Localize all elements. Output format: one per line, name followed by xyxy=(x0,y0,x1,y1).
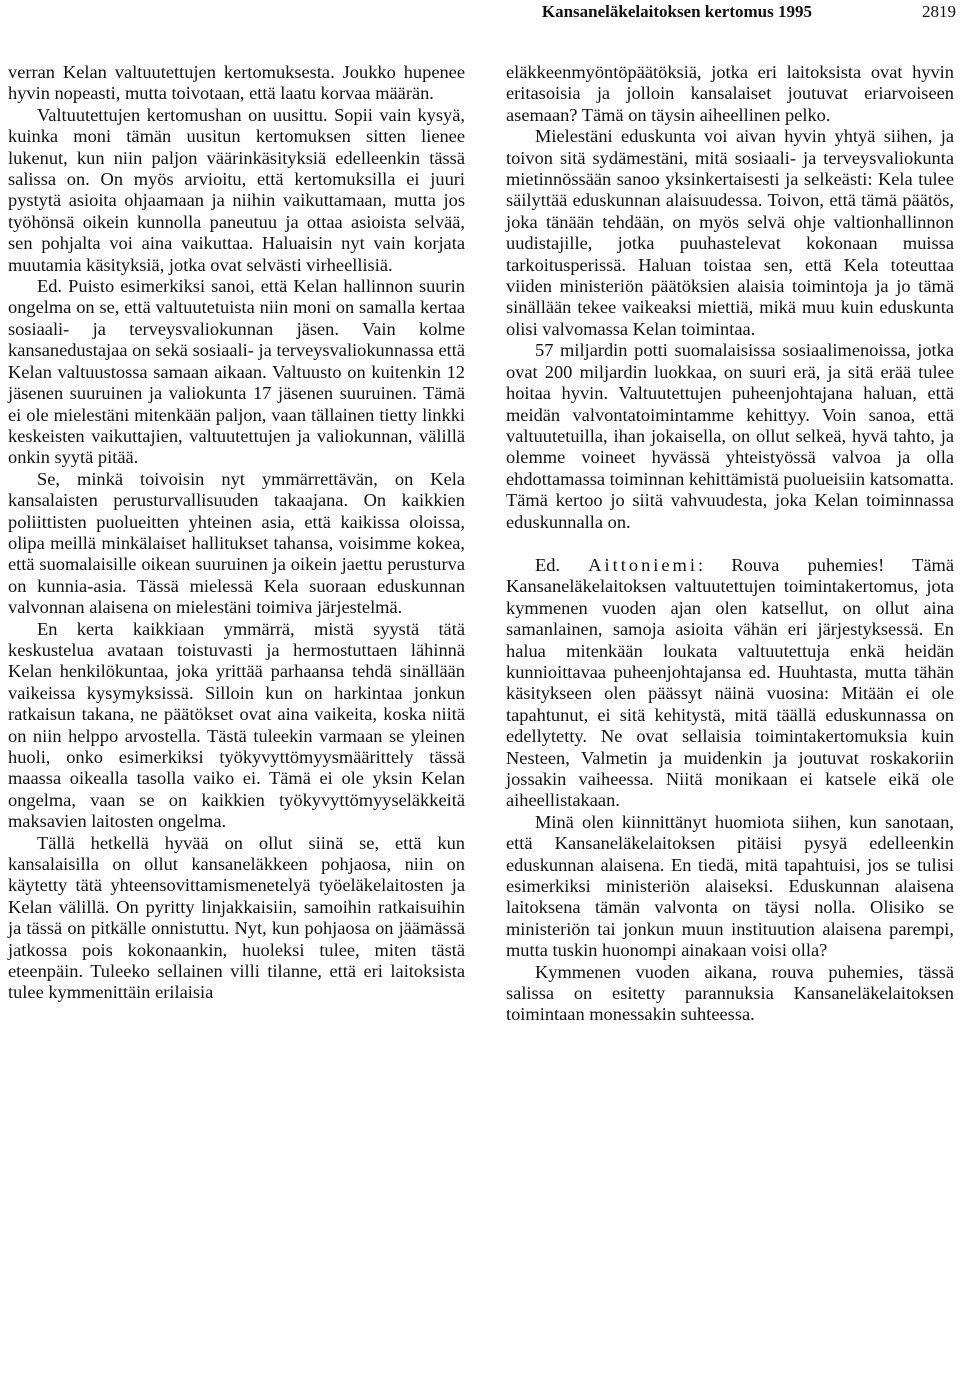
page-number: 2819 xyxy=(922,2,956,21)
paragraph: Se, minkä toivoisin nyt ymmärrettävän, on Kela kansalaisten perusturvallisuuden takaajana. On kaikkien poliittisten puolueitten yhteinen asia, että kaikissa oloissa, olipa meillä minkälaiset hallitukset tahansa, voisimme kokea, että suomalaisille oikean suuruinen ja oikein jaettu perusturva on kunnia-asia. Tässä mielessä Kela suoraan eduskunnan valvonnan alaisena on mielestäni toimiva järjestelmä. xyxy=(8,468,465,618)
paragraph: verran Kelan valtuutettujen kertomuksesta. Joukko hupenee hyvin nopeasti, mutta toivotaan, että laatu korvaa määrän. xyxy=(8,62,465,104)
paragraph: Kymmenen vuoden aikana, rouva puhemies, tässä salissa on esitetty parannuksia Kansaneläkelaitoksen toimintaan monessakin suhteessa. xyxy=(506,961,954,1025)
running-header xyxy=(0,0,960,30)
paragraph: Mielestäni eduskunta voi aivan hyvin yhtyä siihen, ja toivon sitä sydämestäni, mitä sosiaali- ja terveysvaliokunta mietinnössään sanoo yksinkertaisesti ja selkeästi: Kela tulee säilyttää eduskunnan alaisuudessa. Toivon, että tämä päätös, joka tänään tehdään, on myös selvä ohje valtionhallinnon uudistajille, jotka puuhastelevat kokonaan muissa tarkoitusperissä. Haluan toistaa sen, että Kela toteuttaa viiden ministeriön päätöksien alaisia toimintoja ja jo tämä sinällään tekee vaikeaksi miettiä, mikä muu kuin eduskunta olisi valvomassa Kelan toimintaa. xyxy=(506,126,954,339)
paragraph: Valtuutettujen kertomushan on uusittu. Sopii vain kysyä, kuinka moni tämän uusitun kertomuksen sitten lienee lukenut, kun niin paljon väärinkäsityksiä edelleenkin tässä salissa on. On myös arvioitu, että kertomuksilla ei juuri pystytä asioita ohjaamaan ja niihin vaikuttamaan, mutta jos työhönsä oikein kunnolla paneutuu ja ottaa asioista selvää, sen pohjalta voi aina vaikuttaa. Haluaisin nyt vain korjata muutamia käsityksiä, jotka ovat selvästi virheellisiä. xyxy=(8,104,465,275)
speaker-name: Aittoniemi xyxy=(588,554,698,575)
paragraph: Tällä hetkellä hyvää on ollut siinä se, että kun kansalaisilla on ollut kansaneläkkeen pohjaosa, niin on käytetty tätä yhteensovittamismenetelyä työeläkelaitosten ja Kelan välillä. On pyritty linjakkaisiin, samoihin ratkaisuihin ja tässä on pitkälle onnistuttu. Nyt, kun pohjaosa on jäämässä jatkossa pois kokonaankin, huoleksi tulee, miten tästä eteenpäin. Tuleeko sellainen villi tilanne, että eri laitoksista tulee kymmenittäin erilaisia xyxy=(8,832,465,1003)
speech-paragraph xyxy=(506,555,954,812)
speaker-prefix: Ed. xyxy=(535,554,589,575)
paragraph: Minä olen kiinnittänyt huomiota siihen, kun sanotaan, että Kansaneläkelaitoksen pitäisi pysyä edelleenkin eduskunnan alaisena. En tiedä, mitä tapahtuisi, jos se tulisi esimerkiksi ministeriön alaiseksi. Eduskunnan alaisena laitoksena tämän valvonta on täysi nolla. Olisiko se ministeriön tai jonkun muun instituution alaisena parempi, mutta tuskin huonompi ainakaan voisi olla? xyxy=(506,811,954,961)
paragraph: Ed. Puisto esimerkiksi sanoi, että Kelan hallinnon suurin ongelma on se, että valtuutetuista niin moni on samalla kertaa sosiaali- ja terveysvaliokunnan jäsen. Vain kolme kansanedustajaa on sekä sosiaali- ja terveysvaliokunnassa että Kelan valtuustossa samaan aikaan. Valtuusto on kuitenkin 12 jäsenen suuruinen ja valiokunta 17 jäsenen suuruinen. Tämä ei ole mielestäni mitenkään paljon, vaan tällainen tietty linkki keskeisten vaikuttajien, valtuutettujen ja valiokunnan, välillä onkin syytä pitää. xyxy=(8,276,465,468)
paragraph: 57 miljardin potti suomalaisissa sosiaalimenoissa, jotka ovat 200 miljardin luokkaa, on suuri erä, ja sitä erää tulee hoitaa hyvin. Valtuutettujen puheenjohtajana haluan, että meidän valvontatoimintamme kehittyy. Voin sanoa, että valtuutetuilla, ihan jokaisella, on ollut selkeä, hyvä tahto, ja olemme voineet hyvässä yhteistyössä valvoa ja olla ehdottamassa toiminnan kehittämistä puolueisiin katsomatta. Tämä kertoo jo siitä vahvuudesta, joka Kelan toiminnassa eduskunnalla on. xyxy=(506,340,954,532)
right-column xyxy=(506,62,954,1026)
paragraph: eläkkeenmyöntöpäätöksiä, jotka eri laitoksista ovat hyvin eritasoisia ja jolloin kansalaiset joutuvat eriarvoiseen asemaan? Tämä on täysin aiheellinen pelko. xyxy=(506,62,954,125)
left-column xyxy=(8,62,465,1004)
header-title: Kansaneläkelaitoksen kertomus 1995 xyxy=(541,2,812,21)
paragraph: En kerta kaikkiaan ymmärrä, mistä syystä tätä keskustelua avataan toistuvasti ja hermostuttaen lähinnä Kelan henkilökuntaa, joka yrittää parhaansa tehdä sinällään vaikeissa kysymyksissä. Silloin kun on harkintaa jonkun ratkaisun takana, ne päätökset ovat aina vaikeita, koska niitä on niin helppo arvostella. Tästä tuleekin varmaan se yleinen huoli, onko esimerkiksi työkyvyttömyysmäärittely tässä maassa oikealla tasolla vaiko ei. Tämä ei ole yksin Kelan ongelma, vaan se on kaikkien työkyvyttömyyseläkkeitä maksavien laitosten ongelma. xyxy=(8,618,465,832)
speech-text: : Rouva puhemies! Tämä Kansaneläkelaitoksen valtuutettujen toimintakertomus, jota kymmenen vuoden ajan olen katsellut, on ollut aina samanlainen, samoja asioita vähän eri järjestyksessä. En halua mitenkään loukata valtuutettuja enkä heidän kunnioittavaa puheenjohtajansa ed. Huuhtasta, mutta tähän käsitykseen olen päässyt näinä vuosina: Mitään ei ole tapahtunut, ei sitä kehitystä, mitä täällä eduskunnassa on edellytetty. Ne ovat sellaisia toimintakertomuksia kuin Nesteen, Valmetin ja muidenkin ja joutuvat roskakoriin jossakin vaiheessa. Niitä monikaan ei katsele eikä ole aiheellistakaan. xyxy=(506,554,954,811)
